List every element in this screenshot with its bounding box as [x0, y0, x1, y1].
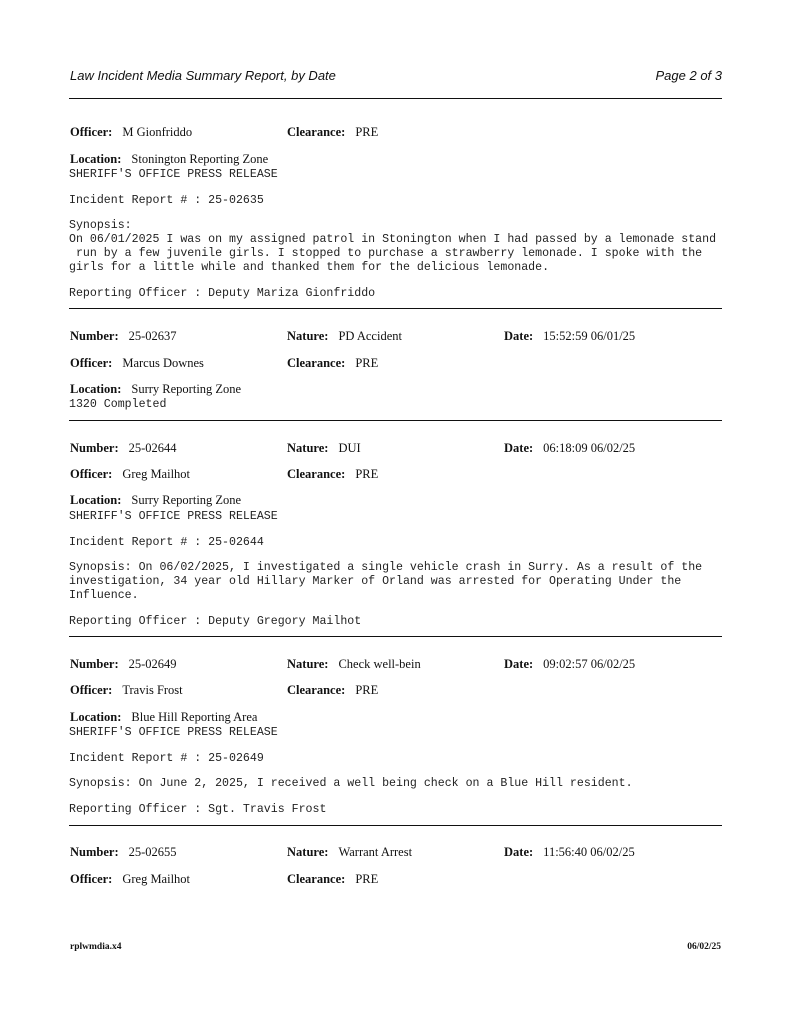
location-label: Location:: [70, 493, 122, 507]
incident-note: 1320 Completed: [69, 398, 167, 411]
footer-report-id: rplwmdia.x4: [70, 942, 122, 952]
nature-value: Check well-bein: [338, 657, 421, 671]
clearance-value: PRE: [355, 356, 379, 370]
officer-value: Travis Frost: [122, 683, 183, 697]
nature-label: Nature:: [287, 657, 329, 671]
date-value: 09:02:57 06/02/25: [543, 657, 636, 671]
incident-divider: [69, 825, 722, 826]
number-value: 25-02637: [128, 329, 177, 343]
incident-report-number: Incident Report # : 25-02649: [69, 752, 264, 765]
date-value: 11:56:40 06/02/25: [543, 845, 635, 859]
number-value: 25-02655: [128, 845, 177, 859]
number-label: Number:: [70, 329, 119, 343]
incident-report-number: Incident Report # : 25-02635: [69, 194, 264, 207]
officer-value: Marcus Downes: [122, 356, 204, 370]
footer-date: 06/02/25: [687, 942, 721, 952]
location-value: Surry Reporting Zone: [131, 493, 242, 507]
number-value: 25-02649: [128, 657, 177, 671]
clearance-value: PRE: [355, 683, 379, 697]
reporting-officer: Reporting Officer : Sgt. Travis Frost: [69, 803, 327, 816]
officer-value: Greg Mailhot: [122, 872, 191, 886]
clearance-label: Clearance:: [287, 683, 346, 697]
nature-label: Nature:: [287, 329, 329, 343]
location-value: Stonington Reporting Zone: [131, 152, 269, 166]
location-label: Location:: [70, 382, 122, 396]
location-label: Location:: [70, 710, 122, 724]
synopsis-text: On 06/01/2025 I was on my assigned patrol in Stonington when I had passed by a lemonade stand run by a few juvenile girls. I stopped to purchase a strawberry lemonade. I spoke with the girls for a little while and thanked them for the delicious lemonade.: [69, 233, 717, 274]
page-number: Page 2 of 3: [655, 68, 722, 83]
date-label: Date:: [504, 441, 534, 455]
nature-label: Nature:: [287, 845, 329, 859]
page-header: [70, 68, 722, 86]
incident-divider: [69, 420, 722, 421]
synopsis-text: Synopsis: On 06/02/2025, I investigated a single vehicle crash in Surry. As a result of the investigation, 34 year old Hillary Marker of Orland was arrested for Operating Under the Influence.: [69, 561, 703, 602]
nature-value: Warrant Arrest: [338, 845, 413, 859]
officer-label: Officer:: [70, 467, 113, 481]
nature-value: DUI: [338, 441, 361, 455]
number-value: 25-02644: [128, 441, 177, 455]
clearance-label: Clearance:: [287, 356, 346, 370]
date-value: 06:18:09 06/02/25: [543, 441, 636, 455]
press-release-line: SHERIFF'S OFFICE PRESS RELEASE: [69, 510, 278, 523]
press-release-line: SHERIFF'S OFFICE PRESS RELEASE: [69, 168, 278, 181]
date-label: Date:: [504, 329, 534, 343]
report-title: Law Incident Media Summary Report, by Date: [70, 68, 336, 83]
nature-label: Nature:: [287, 441, 329, 455]
date-label: Date:: [504, 845, 534, 859]
officer-label: Officer:: [70, 872, 113, 886]
clearance-value: PRE: [355, 125, 379, 139]
synopsis-text: Synopsis: On June 2, 2025, I received a well being check on a Blue Hill resident.: [69, 777, 633, 790]
location-value: Blue Hill Reporting Area: [131, 710, 258, 724]
incident-divider: [69, 308, 722, 309]
officer-label: Officer:: [70, 356, 113, 370]
location-value: Surry Reporting Zone: [131, 382, 242, 396]
clearance-value: PRE: [355, 872, 379, 886]
location-label: Location:: [70, 152, 122, 166]
incident-divider: [69, 636, 722, 637]
clearance-label: Clearance:: [287, 125, 346, 139]
reporting-officer: Reporting Officer : Deputy Mariza Gionfriddo: [69, 287, 376, 300]
reporting-officer: Reporting Officer : Deputy Gregory Mailhot: [69, 615, 362, 628]
officer-value: M Gionfriddo: [122, 125, 193, 139]
officer-label: Officer:: [70, 125, 113, 139]
officer-value: Greg Mailhot: [122, 467, 191, 481]
header-divider: [69, 98, 722, 99]
number-label: Number:: [70, 657, 119, 671]
clearance-label: Clearance:: [287, 872, 346, 886]
synopsis-heading: Synopsis:: [69, 219, 132, 232]
officer-label: Officer:: [70, 683, 113, 697]
date-value: 15:52:59 06/01/25: [543, 329, 636, 343]
date-label: Date:: [504, 657, 534, 671]
nature-value: PD Accident: [338, 329, 402, 343]
incident-report-number: Incident Report # : 25-02644: [69, 536, 264, 549]
number-label: Number:: [70, 441, 119, 455]
clearance-label: Clearance:: [287, 467, 346, 481]
number-label: Number:: [70, 845, 119, 859]
press-release-line: SHERIFF'S OFFICE PRESS RELEASE: [69, 726, 278, 739]
clearance-value: PRE: [355, 467, 379, 481]
